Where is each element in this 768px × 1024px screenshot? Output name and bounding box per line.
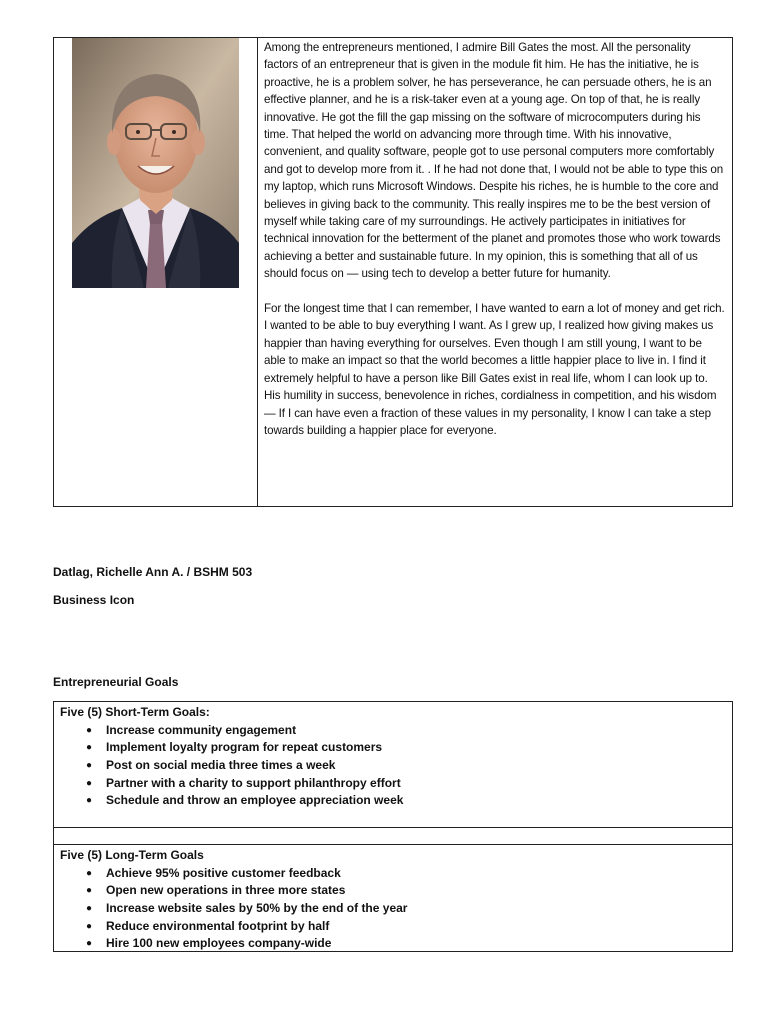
- essay-text: [258, 38, 732, 506]
- short-term-goal: Implement loyalty program for repeat customers: [106, 740, 383, 755]
- bullet-icon: ●: [86, 902, 93, 914]
- list-item: [60, 757, 726, 775]
- short-term-goals-cell: [54, 702, 732, 827]
- portrait-image: [72, 38, 239, 288]
- bullet-icon: ●: [86, 795, 93, 807]
- list-item: [60, 900, 726, 918]
- bullet-icon: ●: [86, 867, 93, 879]
- long-term-goal: Reduce environmental footprint by half: [106, 918, 330, 933]
- long-term-list: [60, 865, 726, 954]
- empty-row: [54, 827, 732, 845]
- list-item: [60, 865, 726, 883]
- portrait-cell: [54, 38, 258, 506]
- bullet-icon: ●: [86, 938, 93, 950]
- bullet-icon: ●: [86, 724, 93, 736]
- short-term-goal: Partner with a charity to support philanthropy effort: [106, 775, 401, 790]
- list-item: [60, 722, 726, 740]
- essay-table: [53, 37, 733, 507]
- short-term-list: [60, 722, 726, 811]
- essay-paragraph-2: For the longest time that I can remember, I have wanted to earn a lot of money and get rich. I wanted to be able to buy everything I want. As I grew up, I realized how giving makes us happier than having everything for ourselves. Even though I am still young, I want to be able to make an impact so that the world becomes a little happier place to live in. I find it extremely helpful to have a person like Bill Gates exist in real life, whom I can look up to. His humility in success, benevolence in riches, cordialness in competition, and his wisdom — If I can have even a fraction of these values in my personality, I know I can take a step towards building a happier place for everyone.: [264, 302, 725, 437]
- list-item: [60, 775, 726, 793]
- list-item: [60, 918, 726, 936]
- bullet-icon: ●: [86, 777, 93, 789]
- long-term-heading: Five (5) Long-Term Goals: [60, 848, 204, 862]
- bullet-icon: ●: [86, 920, 93, 932]
- short-term-goal: Increase community engagement: [106, 722, 297, 737]
- long-term-goal: Achieve 95% positive customer feedback: [106, 865, 341, 880]
- list-item: [60, 882, 726, 900]
- bullet-icon: ●: [86, 742, 93, 754]
- bullet-icon: ●: [86, 885, 93, 897]
- short-term-heading: Five (5) Short-Term Goals:: [60, 705, 210, 719]
- bullet-icon: ●: [86, 759, 93, 771]
- long-term-goal: Open new operations in three more states: [106, 883, 346, 898]
- essay-paragraph-1: Among the entrepreneurs mentioned, I admire Bill Gates the most. All the personality factors of an entrepreneur that is given in the module fit him. He has the initiative, he is proactive, he is a problem solver, he has perseverance, he can persuade others, he is an effective planner, and he is a risk-taker even at a young age. On top of that, he is really innovative. He got the fill the gap missing on the software of microcomputers during his time. That helped the world on advancing more through time. With his innovative, convenient, and quality software, people got to use personal computers more comfortably and got to develop more from it. . If he had not done that, I would not be able to type this on my laptop, which runs Microsoft Windows. Despite his riches, he is humble to the core and believes in giving back to the community. This really inspires me to be the best version of myself while taking care of my surroundings. He actively participates in initiatives for technical innovation for the betterment of the planet and promotes those who work towards achieving a better and sustainable future. In my opinion, this is something that all of us should focus on — using tech to develop a better future for humanity.: [264, 41, 724, 281]
- list-item: [60, 739, 726, 757]
- short-term-goal: Post on social media three times a week: [106, 757, 336, 772]
- list-item: [60, 792, 726, 810]
- author-line: Datlag, Richelle Ann A. / BSHM 503: [53, 565, 253, 579]
- short-term-goal: Schedule and throw an employee appreciation week: [106, 793, 404, 808]
- goals-title: Entrepreneurial Goals: [53, 675, 179, 689]
- document-title: Business Icon: [53, 593, 135, 607]
- long-term-goal: Hire 100 new employees company-wide: [106, 936, 332, 951]
- list-item: [60, 935, 726, 953]
- goals-table: [53, 701, 733, 952]
- long-term-goals-cell: [54, 845, 732, 951]
- long-term-goal: Increase website sales by 50% by the end of the year: [106, 900, 408, 915]
